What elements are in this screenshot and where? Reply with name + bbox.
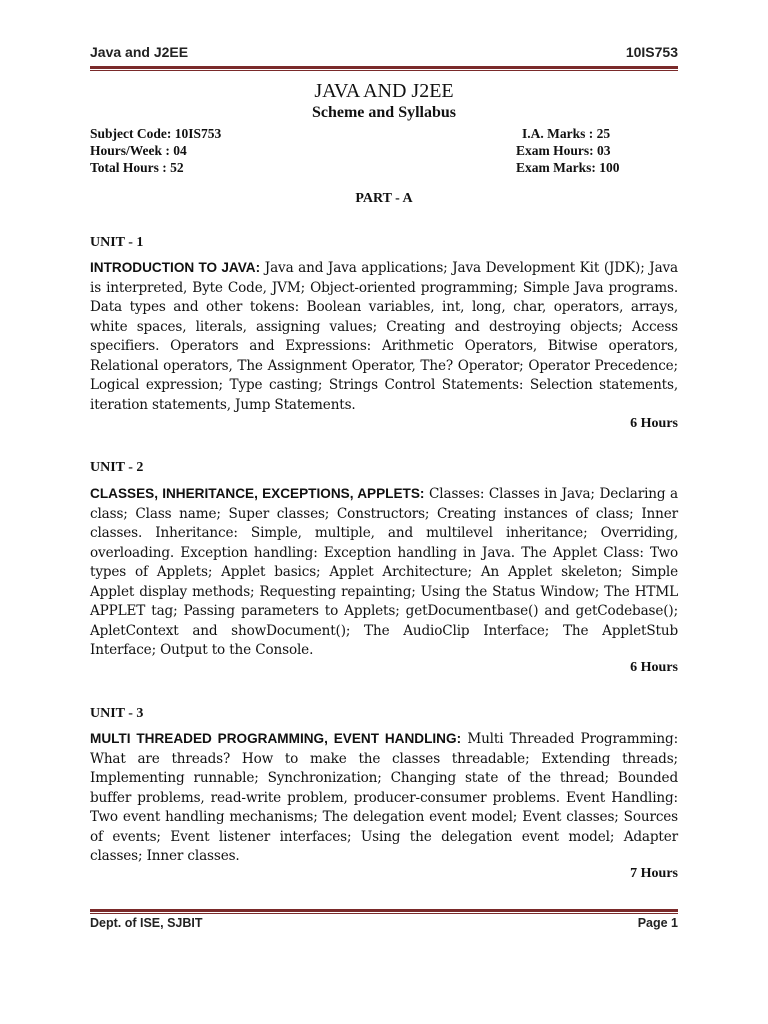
meta-right xyxy=(516,125,620,176)
unit-2-heading: UNIT - 2 xyxy=(90,460,144,475)
subject-code: Subject Code: 10IS753 xyxy=(90,126,222,141)
unit-1-heading: UNIT - 1 xyxy=(90,235,144,250)
unit-3-text: Multi Threaded Programming: What are threads? How to make the classes threadable; Extending threads; Implementing runnable; Synchronization; Changing state of the thread; Bounded buffer problems, read-write problem, producer-consumer problems. Event Handling: Two event handling mechanisms; The delegation event model; Event classes; Sources of events; Event listener interfaces; Using the delegation event model; Adapter classes; Inner classes. xyxy=(90,731,679,864)
footer-department: Dept. of ISE, SJBIT xyxy=(90,916,203,930)
page-header xyxy=(90,44,678,66)
page-footer xyxy=(90,916,678,936)
unit-2-content xyxy=(90,484,678,661)
unit-2-hours: 6 Hours xyxy=(630,660,678,675)
footer-rule-thin xyxy=(90,913,678,914)
document-title: JAVA AND J2EE xyxy=(314,80,454,102)
unit-2-text: Classes: Classes in Java; Declaring a class; Class name; Super classes; Constructors; Creating instances of class; Inner classes. Inheritance: Simple, multiple, and multilevel inheritance; Overriding, overloading. Exception handling: Exception handling in Java. The Applet Class: Two types of Applets; Applet basics; Applet Architecture; An Applet skeleton; Simple Applet display methods; Requesting repainting; Using the Status Window; The HTML APPLET tag; Passing parameters to Applets; getDocumentbase() and getCodebase(); ApletContext and showDocument(); The AudioClip Interface; The AppletStub Interface; Output to the Console. xyxy=(90,486,678,658)
unit-3-hours: 7 Hours xyxy=(630,866,678,881)
meta-left xyxy=(90,125,221,176)
unit-3-topic: MULTI THREADED PROGRAMMING, EVENT HANDLING: xyxy=(90,731,462,746)
header-course-title: Java and J2EE xyxy=(90,44,189,60)
unit-1-text: Java and Java applications; Java Development Kit (JDK); Java is interpreted, Byte Code, JVM; Object-oriented programming; Simple Java programs. Data types and other tokens: Boolean variables, int, long, char, operators, arrays, white spaces, literals, assigning values; Creating and destroying objects; Access specifiers. Operators and Expressions: Arithmetic Operators, Bitwise operators, Relational operators, The Assignment Operator, The? Operator; Operator Precedence; Logical expression; Type casting; Strings Control Statements: Selection statements, iteration statements, Jump Statements. xyxy=(90,260,679,413)
unit-2-topic: CLASSES, INHERITANCE, EXCEPTIONS, APPLETS: xyxy=(90,486,425,501)
header-rule xyxy=(90,66,678,69)
ia-marks: I.A. Marks : 25 xyxy=(522,126,611,141)
unit-1-hours: 6 Hours xyxy=(630,416,678,431)
footer-rule xyxy=(90,909,678,912)
header-course-code: 10IS753 xyxy=(625,44,678,60)
hours-per-week: Hours/Week : 04 xyxy=(90,143,187,158)
document-subtitle: Scheme and Syllabus xyxy=(311,104,457,121)
unit-3-content xyxy=(90,729,678,867)
total-hours: Total Hours : 52 xyxy=(90,160,184,175)
page-number: Page 1 xyxy=(637,916,678,930)
exam-marks: Exam Marks: 100 xyxy=(516,160,620,175)
unit-3-heading: UNIT - 3 xyxy=(90,706,144,721)
unit-1-content xyxy=(90,258,678,415)
unit-1-topic: INTRODUCTION TO JAVA: xyxy=(90,260,261,275)
exam-hours: Exam Hours: 03 xyxy=(516,143,611,158)
header-rule-thin xyxy=(90,70,678,71)
part-heading: PART - A xyxy=(355,191,413,206)
